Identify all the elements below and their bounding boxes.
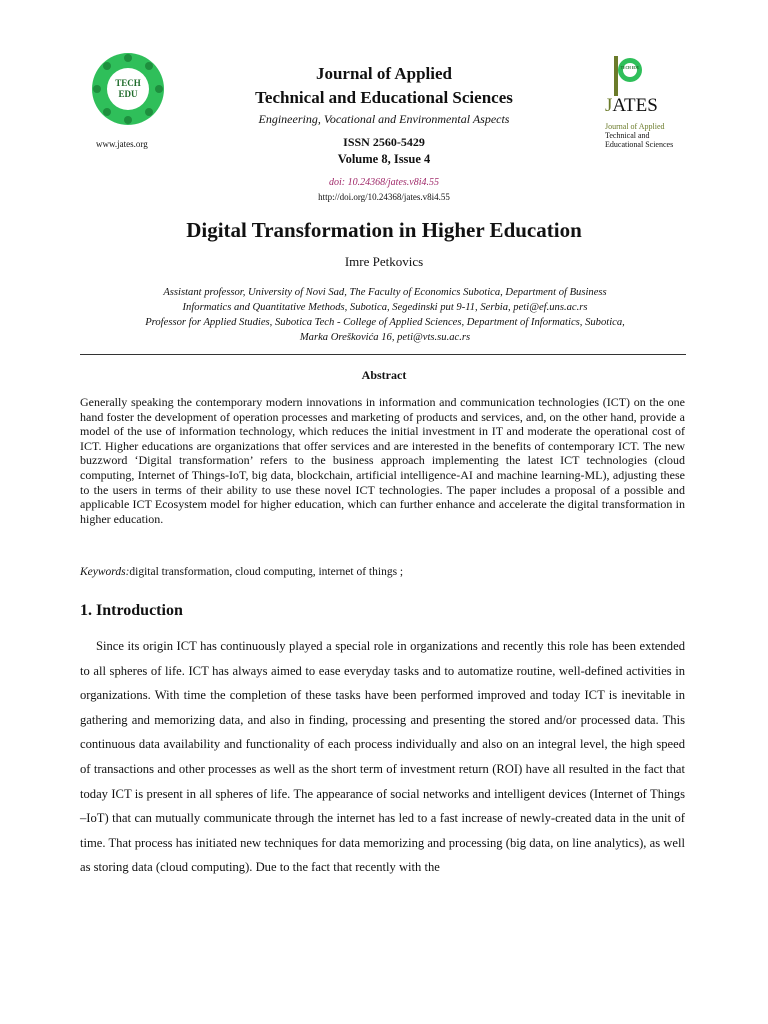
author-name: Imre Petkovics [344, 254, 424, 269]
keywords-list: digital transformation, cloud computing, internet of things ; [129, 566, 404, 578]
svg-text:JATES [605, 95, 658, 116]
logo-line1: Journal of Applied [605, 122, 665, 131]
affiliation-line: Informatics and Quantitative Methods, Subotica, Segedinski put 9-11, Serbia, peti@ef.uns.ac.rs [182, 302, 588, 313]
journal-title-line2: Technical and Educational Sciences [255, 88, 513, 107]
abstract-text: Generally speaking the contemporary modern innovations in information and communication technologies (ICT) on the one hand foster the development of operation processes and marketing of products and services, and, on the other hand, provide a model of the use of information technology, which reduces the initial investment in IT and moderate the operational cost of ICT. Higher educations are organizations that offer services and are interested in the benefits of contemporary ICT. The new buzzword ‘Digital transformation’ refers to the business approach implementing the latest ICT technologies (cloud computing, Internet of Things-IoT, big data, blockchain, artificial intelligence-AI and machine learning-ML), adjusting these to the users in terms of their ability to use these novel ICT technologies. The paper includes a proposal of a possible and applicable ICT Ecosystem model for higher education, which can further enhance and accelerate the digital transformation in higher education. [80, 395, 685, 526]
journal-subtitle: Engineering, Vocational and Environmental Aspects [258, 112, 510, 126]
jates-logo [605, 50, 700, 160]
logo-line3: Educational Sciences [605, 140, 674, 149]
paper-title: Digital Transformation in Higher Education [186, 218, 582, 242]
doi-url[interactable]: http://doi.org/10.24368/jates.v8i4.55 [318, 192, 450, 202]
acronym-rest: ATES [612, 95, 658, 116]
affiliation [80, 285, 690, 345]
journal-title-line1: Journal of Applied [315, 64, 453, 83]
keywords [80, 566, 685, 578]
logo-text-edu: EDU [118, 89, 138, 99]
introduction-text: Since its origin ICT has continuously played a special role in organizations and recently this role has been extended to all spheres of life. ICT has always aimed to ease everyday tasks and to automatize routine, well-defined activities in organizations. With time the completion of these tasks have been performed improved and today ICT is inevitable in gathering and memorizing data, and also in finding, processing and presenting the stored and/or processed data. This continuous data availability and functionality of each process individually and also on an integral level, the high speed of transactions and other processes as well as the short term of investment return (ROI) have all resulted in the fact that today ICT is present in all spheres of life. The appearance of social networks and intelligent devices (Internet of Things –IoT) that can mutually communicate through the internet has led to a fast increase of newly-created data in the unit of time. That process has initiated new techniques for data memorizing and processing (big data, on line analytics), as well as storing data (cloud computing). Due to the fact that recently with the [80, 639, 685, 875]
doi-short: doi: 10.24368/jates.v8i4.55 [329, 177, 439, 188]
abstract-heading: Abstract [361, 368, 407, 382]
volume-issue: Volume 8, Issue 4 [337, 152, 431, 166]
site-url[interactable]: www.jates.org [96, 139, 148, 149]
logo-line2: Technical and [605, 131, 650, 140]
issn: ISSN 2560-5429 [343, 135, 425, 149]
affiliation-line: Professor for Applied Studies, Subotica Tech - College of Applied Sciences, Department of Informatics, Subotica, [145, 317, 625, 328]
section-heading-introduction: 1. Introduction [80, 602, 183, 619]
keywords-label: Keywords: [80, 566, 130, 578]
affiliation-line: Marka Oreškovića 16, peti@vts.su.ac.rs [299, 332, 471, 343]
affiliation-line: Assistant professor, University of Novi Sad, The Faculty of Economics Subotica, Department of Business [163, 287, 607, 298]
logo-text-tech: TECH [115, 78, 141, 88]
acronym-j: J [605, 95, 613, 116]
logo-bar [614, 56, 618, 96]
divider [80, 354, 686, 355]
logo-badge-text: TECH EDU [620, 66, 640, 70]
